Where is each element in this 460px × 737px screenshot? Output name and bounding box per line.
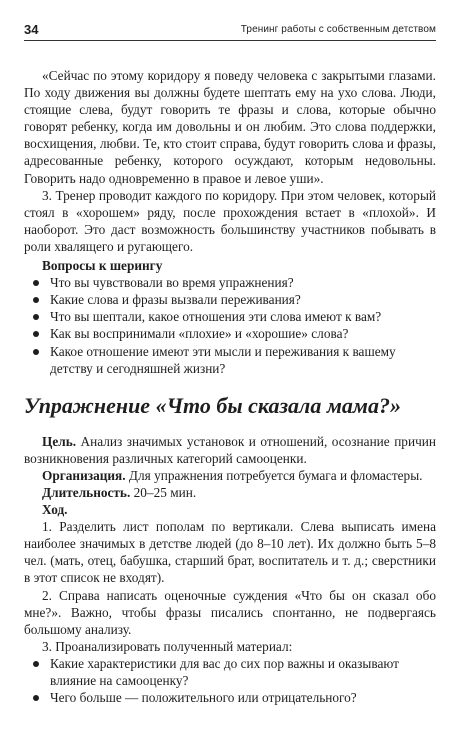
duration-text: 20–25 мин. <box>130 484 197 500</box>
bullet-icon <box>33 349 39 355</box>
course-label: Ход. <box>42 502 68 518</box>
exercise-title: Упражнение «Что бы сказала мама?» <box>24 392 401 418</box>
duration-paragraph <box>24 484 436 501</box>
organization-text: Для упражнения потребуется бумага и фломастеры. <box>125 467 423 483</box>
bullet-icon <box>33 661 39 667</box>
step-3-paragraph: 3. Тренер проводит каждого по коридору. При этом человек, который стоял в «хорошем» ряду, после прохождения встает в «плохой». И наоборот. Это даст возможность большинству участников побывать в роли хвалящего и ругающего. <box>24 187 436 254</box>
page-header <box>24 20 436 41</box>
list-item-text: Какое отношение имеют эти мысли и переживания к вашему детству и сегодняшней жизни? <box>50 343 396 376</box>
list-item-text: Какие характеристики для вас до сих пор важны и оказывают влияние на самооценку? <box>50 655 399 688</box>
organization-paragraph <box>24 467 436 484</box>
intro-paragraph: «Сейчас по этому коридору я поведу человека с закрытыми глазами. По ходу движения вы должны будете шептать ему на ухо слова. Люди, стоящие слева, будут говорить те фразы и слова, которые обычно говорят ребенку, когда им довольны и он любим. Это слова поддержки, восхищения, любви. Те, кто стоит справа, будут говорить слова и фразы, адресованные ребенку, которого осуждают, которым недовольны. Говорить надо одновременно в правое и левое уши». <box>24 68 436 186</box>
page-body <box>24 67 436 706</box>
page-number: 34 <box>24 22 39 37</box>
list-item <box>24 274 436 291</box>
bullet-icon <box>33 280 39 286</box>
exercise-step-1: 1. Разделить лист пополам по вертикали. Слева выписать имена наиболее значимых в детстве людей (до 8–10 лет). Их должно быть 5–8 чел. (мать, отец, бабушка, старший брат, воспитатель и т. д.; сверстники в этот список не входят). <box>24 519 436 586</box>
sharing-questions-heading: Вопросы к шерингу <box>42 258 163 274</box>
list-item-text: Как вы воспринимали «плохие» и «хорошие» слова? <box>50 326 349 342</box>
sharing-questions-list <box>24 274 436 377</box>
goal-label: Цель. <box>42 433 77 449</box>
duration-label: Длительность. <box>42 484 131 500</box>
goal-text: Анализ значимых установок и отношений, осознание причин возникновения различных категорий самооценки. <box>24 433 436 466</box>
analysis-questions-list <box>24 655 436 706</box>
running-title: Тренинг работы с собственным детством <box>240 24 436 35</box>
bullet-icon <box>33 695 39 701</box>
list-item-text: Чего больше — положительного или отрицательного? <box>50 690 357 706</box>
bullet-icon <box>33 331 39 337</box>
list-item-text: Какие слова и фразы вызвали переживания? <box>50 292 301 308</box>
course-heading <box>24 501 436 518</box>
exercise-step-3: 3. Проанализировать полученный материал: <box>42 638 293 654</box>
list-item <box>24 291 436 308</box>
list-item <box>24 655 436 689</box>
organization-label: Организация. <box>42 467 126 483</box>
list-item <box>24 308 436 325</box>
list-item <box>24 325 436 342</box>
list-item-text: Что вы чувствовали во время упражнения? <box>50 275 294 291</box>
list-item <box>24 343 436 377</box>
exercise-step-2: 2. Справа написать оценочные суждения «Что бы он сказал обо мне?». Важно, чтобы фразы писались спонтанно, не подвергаясь большому анализу. <box>24 587 436 637</box>
bullet-icon <box>33 314 39 320</box>
list-item <box>24 689 436 706</box>
bullet-icon <box>33 297 39 303</box>
list-item-text: Что вы шептали, какое отношения эти слова имеют к вам? <box>50 309 382 325</box>
goal-paragraph <box>24 433 436 467</box>
